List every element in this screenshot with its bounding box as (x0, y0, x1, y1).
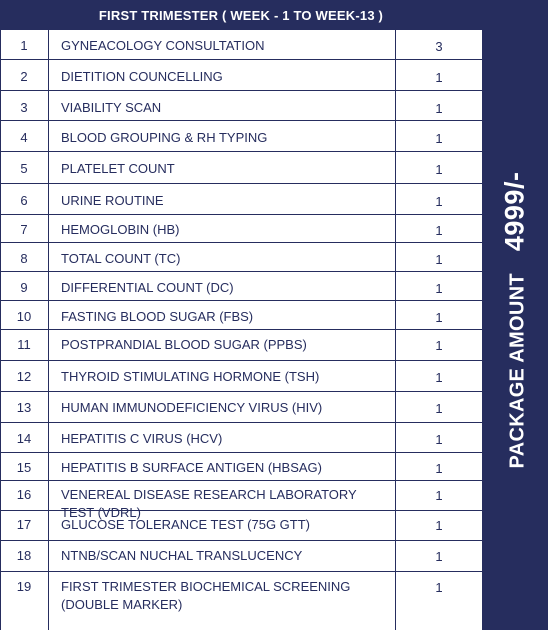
service-name: TOTAL COUNT (TC) (61, 251, 181, 266)
header-title: FIRST TRIMESTER ( WEEK - 1 TO WEEK-13 ) (98, 7, 384, 23)
service-name: GLUCOSE TOLERANCE TEST (75G GTT) (61, 517, 310, 532)
service-name: DIFFERENTIAL COUNT (DC) (61, 280, 234, 295)
service-quantity: 3 (435, 39, 443, 54)
row-number: 16 (16, 487, 32, 502)
service-quantity: 1 (435, 70, 443, 85)
table-row (0, 392, 482, 423)
table-row (0, 511, 482, 541)
row-number: 17 (16, 517, 32, 532)
row-number: 2 (20, 69, 28, 84)
service-name: FASTING BLOOD SUGAR (FBS) (61, 309, 254, 324)
row-number: 10 (16, 309, 32, 324)
package-amount-text (500, 172, 531, 469)
service-quantity: 1 (435, 131, 443, 146)
service-name: FIRST TRIMESTER BIOCHEMICAL SCREENING (DOUBLE MARKER) (61, 579, 351, 612)
service-quantity: 1 (435, 580, 443, 595)
service-name: URINE ROUTINE (61, 193, 164, 208)
table-row (0, 184, 482, 215)
table-row (0, 453, 482, 481)
table-row (0, 243, 482, 272)
service-name: NTNB/SCAN NUCHAL TRANSLUCENCY (61, 548, 303, 563)
service-name: POSTPRANDIAL BLOOD SUGAR (PPBS) (61, 337, 307, 352)
row-number: 1 (20, 38, 28, 53)
table-row (0, 330, 482, 361)
service-name: BLOOD GROUPING & RH TYPING (61, 130, 268, 145)
service-quantity: 1 (435, 518, 443, 533)
service-name: GYNEACOLOGY CONSULTATION (61, 38, 265, 53)
table-row (0, 541, 482, 572)
service-quantity: 1 (435, 401, 443, 416)
service-quantity: 1 (435, 370, 443, 385)
service-name: HUMAN IMMUNODEFICIENCY VIRUS (HIV) (61, 400, 323, 415)
table-row (0, 272, 482, 301)
table-row (0, 121, 482, 152)
row-number: 6 (20, 193, 28, 208)
service-quantity: 1 (435, 162, 443, 177)
table-row (0, 423, 482, 453)
row-number: 9 (20, 280, 28, 295)
table-row (0, 361, 482, 392)
service-name: VENEREAL DISEASE RESEARCH LABORATORY TEST (VDRL) (61, 487, 357, 520)
row-number: 5 (20, 161, 28, 176)
row-number: 12 (16, 369, 32, 384)
service-quantity: 1 (435, 223, 443, 238)
service-quantity: 1 (435, 281, 443, 296)
table-header-title (0, 0, 482, 30)
row-number: 13 (16, 400, 32, 415)
row-number: 11 (17, 337, 31, 352)
service-name: HEMOGLOBIN (HB) (61, 222, 180, 237)
service-quantity: 1 (435, 549, 443, 564)
service-name: THYROID STIMULATING HORMONE (TSH) (61, 369, 320, 384)
service-quantity: 1 (435, 461, 443, 476)
service-quantity: 1 (435, 101, 443, 116)
table-row (0, 91, 482, 121)
service-quantity: 1 (435, 194, 443, 209)
service-name: HEPATITIS C VIRUS (HCV) (61, 431, 223, 446)
table-row (0, 481, 482, 520)
service-quantity: 1 (435, 252, 443, 267)
table-row (0, 572, 482, 630)
service-name: PLATELET COUNT (61, 161, 175, 176)
table-row (0, 301, 482, 330)
service-quantity: 1 (435, 432, 443, 447)
package-amount-value: 4999/- (499, 171, 530, 252)
table-row (0, 152, 482, 184)
service-name: DIETITION COUNCELLING (61, 69, 223, 84)
row-number: 8 (20, 251, 28, 266)
service-quantity: 1 (435, 338, 443, 353)
row-number: 18 (16, 548, 32, 563)
package-amount-label: PACKAGE AMOUNT (506, 273, 529, 469)
row-number: 14 (16, 431, 32, 446)
service-name: HEPATITIS B SURFACE ANTIGEN (HBSAG) (61, 460, 323, 475)
table-row (0, 30, 482, 60)
service-name: VIABILITY SCAN (61, 100, 162, 115)
table-row (0, 215, 482, 243)
row-number: 19 (16, 579, 32, 594)
row-number: 4 (20, 130, 28, 145)
row-number: 15 (16, 460, 32, 475)
table-row (0, 60, 482, 91)
service-quantity: 1 (435, 310, 443, 325)
service-quantity: 1 (435, 488, 443, 503)
row-number: 7 (20, 222, 28, 237)
row-number: 3 (20, 100, 28, 115)
